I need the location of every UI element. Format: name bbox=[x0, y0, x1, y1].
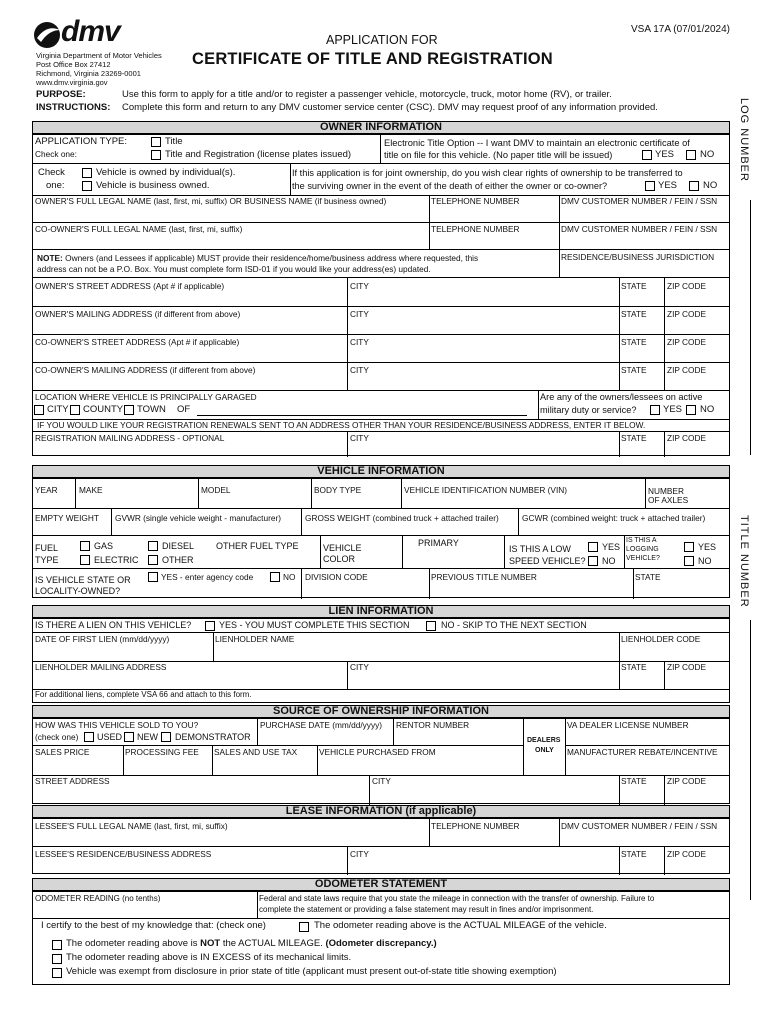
electronic-title-text-1: Electronic Title Option -- I want DMV to maintain an electronic certificate of bbox=[384, 138, 690, 148]
dealers-only-label: DEALERS bbox=[527, 737, 561, 744]
title-number-line bbox=[750, 620, 751, 900]
coowner-street-zip-field[interactable]: ZIP CODE bbox=[667, 337, 707, 347]
logging-label-1: IS THIS A bbox=[626, 537, 657, 544]
fuel-other-checkbox[interactable] bbox=[148, 555, 158, 565]
owner-mailing-zip-field[interactable]: ZIP CODE bbox=[667, 309, 707, 319]
purchased-from-field[interactable]: VEHICLE PURCHASED FROM bbox=[319, 747, 436, 757]
electronic-title-text-2: title on file for this vehicle. (No paper title will be issued) bbox=[384, 150, 613, 160]
fuel-label: FUEL bbox=[35, 543, 59, 553]
military-no-label: NO bbox=[700, 404, 715, 415]
fuel-diesel-label: DIESEL bbox=[162, 541, 195, 551]
coowner-street-city-field[interactable]: CITY bbox=[350, 337, 369, 347]
state-owned-no-checkbox[interactable] bbox=[270, 572, 280, 582]
lessee-phone-field[interactable]: TELEPHONE NUMBER bbox=[431, 821, 520, 831]
joint-yes-label: YES bbox=[658, 180, 678, 191]
electronic-title-yes-checkbox[interactable] bbox=[642, 150, 652, 160]
division-code-field[interactable]: DIVISION CODE bbox=[305, 572, 368, 582]
logging-no-label: NO bbox=[698, 556, 712, 566]
check-label: Check bbox=[38, 167, 65, 178]
joint-no-label: NO bbox=[703, 180, 718, 191]
electronic-title-yes-label: YES bbox=[655, 149, 675, 160]
instructions-text: Complete this form and return to any DMV customer service center (CSC). DMV may request proof of any information provided. bbox=[122, 102, 658, 113]
coowner-mailing-city-field[interactable]: CITY bbox=[350, 365, 369, 375]
logging-yes-label: YES bbox=[698, 542, 717, 552]
sold-used-label: USED bbox=[97, 732, 123, 742]
sold-demonstrator-label: DEMONSTRATOR bbox=[175, 732, 251, 742]
form-title: CERTIFICATE OF TITLE AND REGISTRATION bbox=[192, 50, 553, 68]
seller-zip-field[interactable]: ZIP CODE bbox=[667, 776, 707, 786]
owner-mailing-city-field[interactable]: CITY bbox=[350, 309, 369, 319]
logging-yes-checkbox[interactable] bbox=[684, 542, 694, 552]
actual-mileage-label: The odometer reading above is the ACTUAL MILEAGE of the vehicle. bbox=[314, 920, 607, 931]
business-owned-checkbox[interactable] bbox=[82, 181, 92, 191]
sold-used-checkbox[interactable] bbox=[84, 732, 94, 742]
joint-no-checkbox[interactable] bbox=[689, 181, 699, 191]
coowner-phone-field[interactable]: TELEPHONE NUMBER bbox=[431, 224, 520, 234]
logging-label-2: LOGGING bbox=[626, 546, 659, 553]
lien-yes-label: YES - YOU MUST COMPLETE THIS SECTION bbox=[219, 620, 410, 630]
coowner-mailing-field[interactable]: CO-OWNER'S MAILING ADDRESS (if different from above) bbox=[35, 365, 256, 375]
garaged-town-label: TOWN bbox=[137, 404, 166, 415]
logging-no-checkbox[interactable] bbox=[684, 556, 694, 566]
owner-street-field[interactable]: OWNER'S STREET ADDRESS (Apt # if applicable) bbox=[35, 281, 225, 291]
owner-customer-number-field[interactable]: DMV CUSTOMER NUMBER / FEIN / SSN bbox=[561, 196, 718, 206]
title-option-label: Title bbox=[165, 136, 183, 147]
coowner-street-state-field[interactable]: STATE bbox=[621, 337, 647, 347]
purpose-label: PURPOSE: bbox=[36, 89, 86, 100]
lienholder-city-field[interactable]: CITY bbox=[350, 662, 369, 672]
odometer-header: ODOMETER STATEMENT bbox=[32, 878, 730, 891]
fuel-electric-label: ELECTRIC bbox=[94, 555, 139, 565]
address-note-line-1: NOTE: Owners (and Lessees if applicable) MUST provide their residence/home/business address where requested, this bbox=[37, 253, 479, 263]
excess-mileage-checkbox[interactable] bbox=[52, 954, 62, 964]
vehicle-color-label-2: COLOR bbox=[323, 554, 356, 564]
seller-city-field[interactable]: CITY bbox=[372, 776, 391, 786]
coowner-name-field[interactable]: CO-OWNER'S FULL LEGAL NAME (last, first, mi, suffix) bbox=[35, 224, 243, 234]
military-yes-label: YES bbox=[663, 404, 683, 415]
garaged-city-checkbox[interactable] bbox=[34, 405, 44, 415]
fuel-electric-checkbox[interactable] bbox=[80, 555, 90, 565]
state-owned-yes-label: YES - enter agency code bbox=[161, 572, 254, 582]
vehicle-info-header: VEHICLE INFORMATION bbox=[32, 465, 730, 478]
lien-no-label: NO - SKIP TO THE NEXT SECTION bbox=[441, 620, 587, 630]
vin-field[interactable]: VEHICLE IDENTIFICATION NUMBER (VIN) bbox=[404, 485, 568, 495]
lessee-name-field[interactable]: LESSEE'S FULL LEGAL NAME (last, first, mi, suffix) bbox=[35, 821, 228, 831]
electronic-title-no-label: NO bbox=[700, 149, 715, 160]
lessee-customer-number-field[interactable]: DMV CUSTOMER NUMBER / FEIN / SSN bbox=[561, 821, 718, 831]
agency-address: Virginia Department of Motor Vehicles Post Office Box 27412 Richmond, Virginia 23269-0001 www.dmv.virginia.gov bbox=[36, 51, 162, 87]
dealers-only-label-2: ONLY bbox=[535, 747, 554, 754]
log-number-line bbox=[750, 200, 751, 455]
business-owned-label: Vehicle is business owned. bbox=[96, 180, 210, 191]
rentor-number-field[interactable]: RENTOR NUMBER bbox=[396, 720, 470, 730]
state-owned-yes-checkbox[interactable] bbox=[148, 572, 158, 582]
low-speed-yes-label: YES bbox=[602, 542, 621, 552]
sales-use-tax-field[interactable]: SALES AND USE TAX bbox=[214, 747, 298, 757]
model-field[interactable]: MODEL bbox=[201, 485, 231, 495]
form-id: VSA 17A (07/01/2024) bbox=[631, 24, 730, 35]
fuel-diesel-checkbox[interactable] bbox=[148, 541, 158, 551]
excess-mileage-label: The odometer reading above is IN EXCESS of its mechanical limits. bbox=[66, 952, 352, 963]
gross-weight-field[interactable]: GROSS WEIGHT (combined truck + attached trailer) bbox=[305, 513, 499, 523]
dmv-logo bbox=[33, 15, 133, 50]
other-fuel-type-field[interactable]: OTHER FUEL TYPE bbox=[216, 541, 299, 551]
low-speed-no-checkbox[interactable] bbox=[588, 556, 598, 566]
coowner-mailing-zip-field[interactable]: ZIP CODE bbox=[667, 365, 707, 375]
address-note-line-2: address can not be a P.O. Box. You must complete form ISD-01 if you would like your address(es) updated. bbox=[37, 264, 431, 274]
lien-question-label: IS THERE A LIEN ON THIS VEHICLE? bbox=[35, 620, 192, 630]
low-speed-yes-checkbox[interactable] bbox=[588, 542, 598, 552]
manufacturer-rebate-field[interactable]: MANUFACTURER REBATE/INCENTIVE bbox=[567, 747, 718, 757]
make-field[interactable]: MAKE bbox=[79, 485, 103, 495]
low-speed-label: IS THIS A LOW bbox=[509, 544, 571, 554]
body-type-field[interactable]: BODY TYPE bbox=[314, 485, 362, 495]
previous-title-number-field[interactable]: PREVIOUS TITLE NUMBER bbox=[431, 572, 537, 582]
owner-mailing-state-field[interactable]: STATE bbox=[621, 309, 647, 319]
garaged-locality-line[interactable] bbox=[197, 415, 527, 416]
sold-new-label: NEW bbox=[137, 732, 158, 742]
joint-yes-checkbox[interactable] bbox=[645, 181, 655, 191]
joint-ownership-text-1: If this application is for joint ownership, do you wish clear rights of ownership to be transferred to bbox=[292, 168, 683, 178]
check-one-label: Check one: bbox=[35, 149, 77, 159]
title-number-label: TITLE NUMBER bbox=[738, 515, 750, 608]
gcwr-field[interactable]: GCWR (combined weight: truck + attached trailer) bbox=[522, 513, 706, 523]
odometer-law-text-2: complete the statement or providing a false statement may result in fines and/or imprisonment. bbox=[259, 905, 594, 914]
registration-zip-field[interactable]: ZIP CODE bbox=[667, 433, 707, 443]
title-registration-label: Title and Registration (license plates issued) bbox=[165, 149, 352, 160]
primary-color-field[interactable]: PRIMARY bbox=[418, 538, 459, 548]
fuel-gas-label: GAS bbox=[94, 541, 114, 551]
additional-liens-note: For additional liens, complete VSA 66 and attach to this form. bbox=[35, 690, 252, 699]
axles-field[interactable]: NUMBER bbox=[648, 486, 684, 496]
empty-weight-field[interactable]: EMPTY WEIGHT bbox=[35, 513, 99, 523]
registration-city-field[interactable]: CITY bbox=[350, 433, 369, 443]
logging-label-3: VEHICLE? bbox=[626, 555, 660, 562]
axles-label-2: OF AXLES bbox=[648, 495, 689, 505]
garaged-county-checkbox[interactable] bbox=[70, 405, 80, 415]
coowner-customer-number-field[interactable]: DMV CUSTOMER NUMBER / FEIN / SSN bbox=[561, 224, 718, 234]
garaged-location-label: LOCATION WHERE VEHICLE IS PRINCIPALLY GARAGED bbox=[35, 392, 257, 402]
instructions-label: INSTRUCTIONS: bbox=[36, 102, 111, 113]
coowner-street-field[interactable]: CO-OWNER'S STREET ADDRESS (Apt # if applicable) bbox=[35, 337, 240, 347]
previous-title-state-field[interactable]: STATE bbox=[635, 572, 661, 582]
garaged-city-label: CITY bbox=[47, 404, 69, 415]
seller-street-field[interactable]: STREET ADDRESS bbox=[35, 776, 110, 786]
lienholder-mailing-field[interactable]: LIENHOLDER MAILING ADDRESS bbox=[35, 662, 167, 672]
dmv-swoosh-icon bbox=[33, 20, 63, 50]
lessee-zip-field[interactable]: ZIP CODE bbox=[667, 849, 707, 859]
lienholder-code-field[interactable]: LIENHOLDER CODE bbox=[621, 634, 701, 644]
military-question-1: Are any of the owners/lessees on active bbox=[540, 392, 703, 402]
garaged-of-label: OF bbox=[177, 404, 191, 415]
owner-street-state-field[interactable]: STATE bbox=[621, 281, 647, 291]
low-speed-label-2: SPEED VEHICLE? bbox=[509, 556, 586, 566]
military-question-2: military duty or service? bbox=[540, 405, 637, 415]
owner-name-field[interactable]: OWNER'S FULL LEGAL NAME (last, first, mi, suffix) OR BUSINESS NAME (if business owned) bbox=[35, 196, 387, 206]
source-info-header: SOURCE OF OWNERSHIP INFORMATION bbox=[32, 705, 730, 718]
state-owned-label: IS VEHICLE STATE OR bbox=[35, 575, 131, 585]
sold-new-checkbox[interactable] bbox=[124, 732, 134, 742]
lienholder-name-field[interactable]: LIENHOLDER NAME bbox=[215, 634, 295, 644]
form-subtitle: APPLICATION FOR bbox=[326, 33, 438, 47]
low-speed-no-label: NO bbox=[602, 556, 616, 566]
one-label: one: bbox=[46, 180, 65, 191]
odometer-reading-field[interactable]: ODOMETER READING (no tenths) bbox=[35, 894, 161, 903]
renewal-address-note: IF YOU WOULD LIKE YOUR REGISTRATION RENEWALS SENT TO AN ADDRESS OTHER THAN YOUR RESIDENCE/BUSINESS ADDRESS, ENTER IT BELOW. bbox=[37, 420, 646, 430]
lienholder-state-field[interactable]: STATE bbox=[621, 662, 647, 672]
lessee-address-field[interactable]: LESSEE'S RESIDENCE/BUSINESS ADDRESS bbox=[35, 849, 212, 859]
owned-by-individual-checkbox[interactable] bbox=[82, 168, 92, 178]
lessee-city-field[interactable]: CITY bbox=[350, 849, 369, 859]
fuel-gas-checkbox[interactable] bbox=[80, 541, 90, 551]
year-field[interactable]: YEAR bbox=[35, 485, 58, 495]
title-registration-checkbox[interactable] bbox=[151, 150, 161, 160]
owner-mailing-field[interactable]: OWNER'S MAILING ADDRESS (if different from above) bbox=[35, 309, 241, 319]
log-number-label: LOG NUMBER bbox=[738, 98, 750, 182]
registration-mailing-field[interactable]: REGISTRATION MAILING ADDRESS - OPTIONAL bbox=[35, 433, 225, 443]
military-yes-checkbox[interactable] bbox=[650, 405, 660, 415]
electronic-title-no-checkbox[interactable] bbox=[686, 150, 696, 160]
seller-state-field[interactable]: STATE bbox=[621, 776, 647, 786]
exempt-checkbox[interactable] bbox=[52, 968, 62, 978]
joint-ownership-text-2: the surviving owner in the event of the death of either the owner or co-owner? bbox=[292, 181, 608, 191]
sales-price-field[interactable]: SALES PRICE bbox=[35, 747, 90, 757]
owner-info-header: OWNER INFORMATION bbox=[32, 121, 730, 134]
lessee-state-field[interactable]: STATE bbox=[621, 849, 647, 859]
lien-info-header: LIEN INFORMATION bbox=[32, 605, 730, 618]
not-actual-mileage-checkbox[interactable] bbox=[52, 940, 62, 950]
state-owned-no-label: NO bbox=[283, 572, 296, 582]
sold-how-label: HOW WAS THIS VEHICLE SOLD TO YOU? bbox=[35, 720, 199, 730]
garaged-county-label: COUNTY bbox=[83, 404, 124, 415]
purchase-date-field[interactable]: PURCHASE DATE (mm/dd/yyyy) bbox=[260, 720, 383, 730]
exempt-label: Vehicle was exempt from disclosure in prior state of title (applicant must present out-of-state title showing exemption) bbox=[66, 966, 557, 977]
owner-street-zip-field[interactable]: ZIP CODE bbox=[667, 281, 707, 291]
title-checkbox[interactable] bbox=[151, 137, 161, 147]
vehicle-color-label: VEHICLE bbox=[323, 543, 362, 553]
owner-street-city-field[interactable]: CITY bbox=[350, 281, 369, 291]
registration-state-field[interactable]: STATE bbox=[621, 433, 647, 443]
lease-info-header: LEASE INFORMATION (if applicable) bbox=[32, 805, 730, 818]
lien-yes-checkbox[interactable] bbox=[205, 621, 215, 631]
owned-by-individual-label: Vehicle is owned by individual(s). bbox=[96, 167, 236, 178]
garaged-town-checkbox[interactable] bbox=[124, 405, 134, 415]
processing-fee-field[interactable]: PROCESSING FEE bbox=[125, 747, 199, 757]
not-actual-mileage-label: The odometer reading above is NOT the ACTUAL MILEAGE. (Odometer discrepancy.) bbox=[66, 938, 437, 949]
coowner-mailing-state-field[interactable]: STATE bbox=[621, 365, 647, 375]
gvwr-field[interactable]: GVWR (single vehicle weight - manufacturer) bbox=[115, 513, 281, 523]
lien-no-checkbox[interactable] bbox=[426, 621, 436, 631]
sold-check-one-label: (check one) bbox=[35, 732, 79, 742]
sold-demonstrator-checkbox[interactable] bbox=[161, 732, 171, 742]
odometer-certify-label: I certify to the best of my knowledge that: (check one) bbox=[41, 920, 266, 931]
source-info-box bbox=[32, 718, 730, 804]
odometer-law-text-1: Federal and state laws require that you state the mileage in connection with the transfer of ownership. Failure to bbox=[259, 894, 655, 903]
purpose-text: Use this form to apply for a title and/or to register a passenger vehicle, motorcycle, truck, motor home (RV), or trailer. bbox=[122, 89, 612, 100]
dmv-logo-text: dmv bbox=[61, 15, 120, 48]
fuel-other-label: OTHER bbox=[162, 555, 194, 565]
actual-mileage-checkbox[interactable] bbox=[299, 922, 309, 932]
va-dealer-license-field[interactable]: VA DEALER LICENSE NUMBER bbox=[567, 720, 689, 730]
application-type-label: APPLICATION TYPE: bbox=[35, 136, 128, 147]
owner-phone-field[interactable]: TELEPHONE NUMBER bbox=[431, 196, 520, 206]
jurisdiction-field[interactable]: RESIDENCE/BUSINESS JURISDICTION bbox=[561, 252, 715, 262]
lienholder-zip-field[interactable]: ZIP CODE bbox=[667, 662, 707, 672]
state-owned-label-2: LOCALITY-OWNED? bbox=[35, 586, 121, 596]
lien-date-field[interactable]: DATE OF FIRST LIEN (mm/dd/yyyy) bbox=[35, 634, 170, 644]
fuel-type-label: TYPE bbox=[35, 555, 59, 565]
military-no-checkbox[interactable] bbox=[686, 405, 696, 415]
